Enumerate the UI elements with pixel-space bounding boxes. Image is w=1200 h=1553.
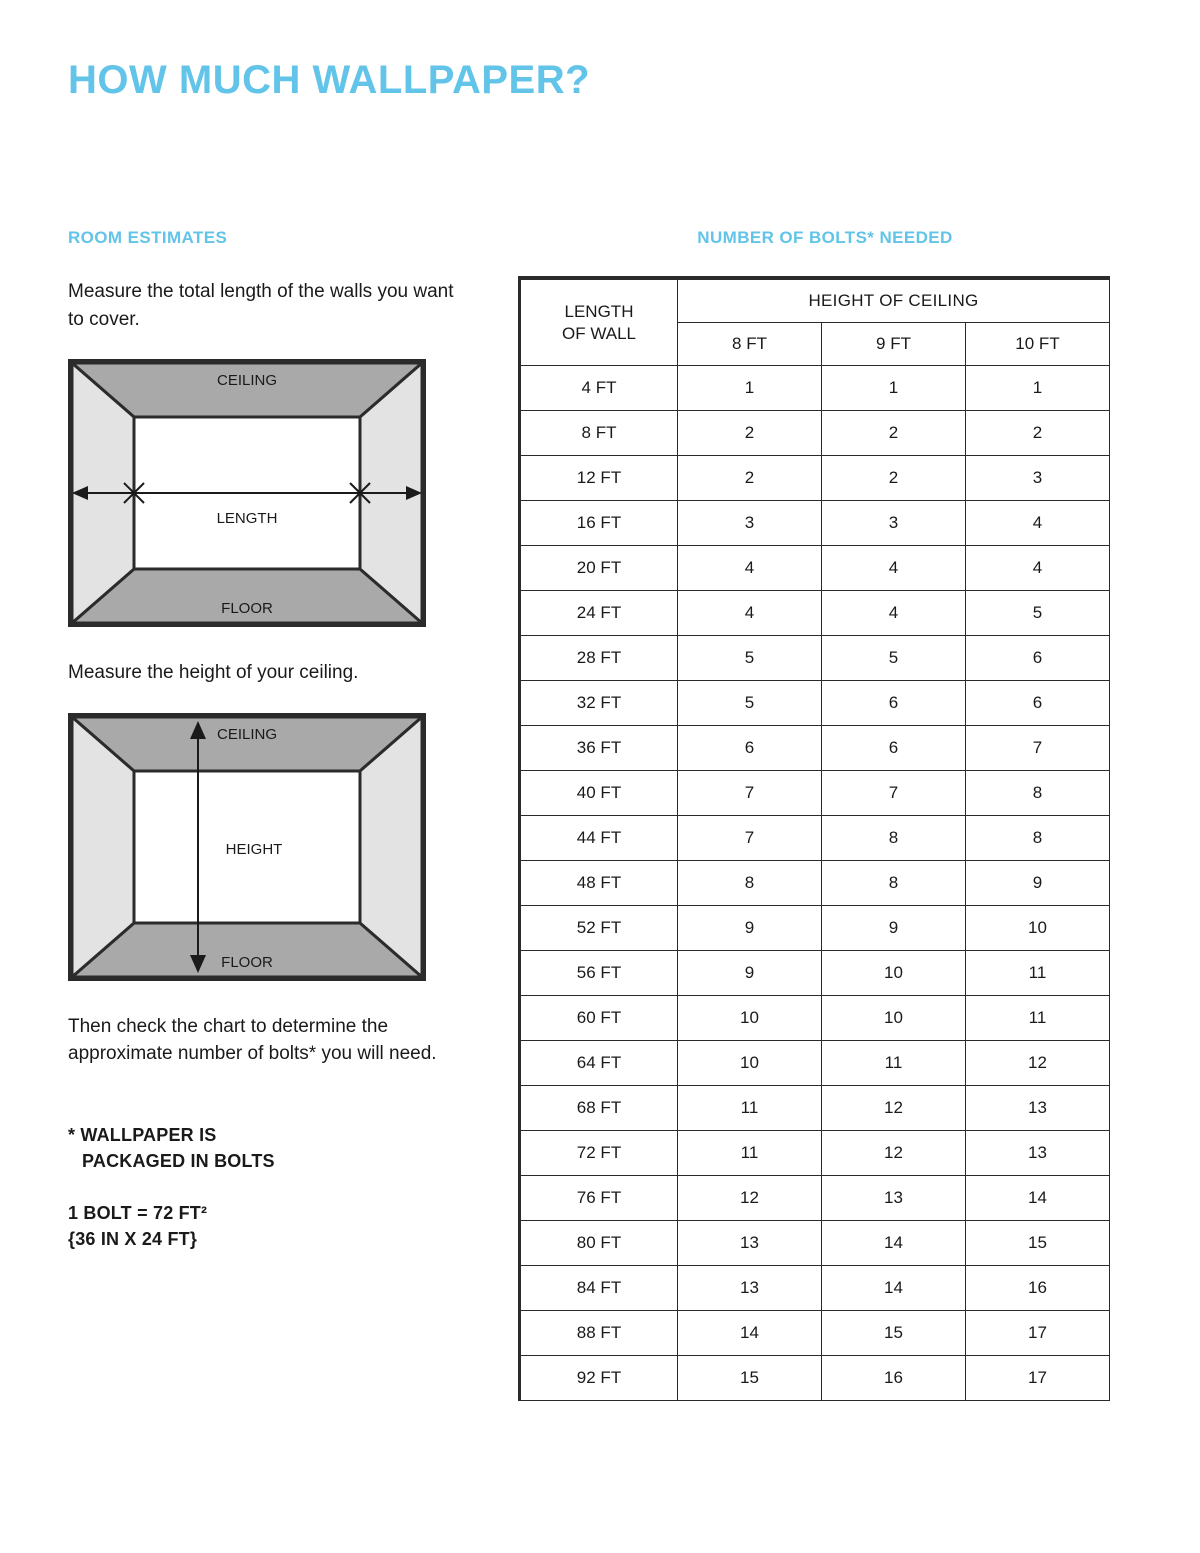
cell-10ft: 8 — [966, 816, 1110, 861]
cell-10ft: 13 — [966, 1086, 1110, 1131]
table-row — [520, 1266, 1110, 1311]
cell-10ft: 15 — [966, 1221, 1110, 1266]
row-label: 8 FT — [520, 411, 678, 456]
cell-9ft: 9 — [822, 906, 966, 951]
cell-8ft: 6 — [678, 726, 822, 771]
table-row — [520, 681, 1110, 726]
row-label: 16 FT — [520, 501, 678, 546]
cell-10ft: 16 — [966, 1266, 1110, 1311]
row-label: 20 FT — [520, 546, 678, 591]
table-row — [520, 996, 1110, 1041]
room-estimates-section — [68, 228, 458, 1252]
cell-10ft: 4 — [966, 546, 1110, 591]
table-row — [520, 906, 1110, 951]
cell-8ft: 12 — [678, 1176, 822, 1221]
footnote-bolts-line2: PACKAGED IN BOLTS — [82, 1150, 275, 1171]
row-label: 24 FT — [520, 591, 678, 636]
room-diagram-height-svg — [68, 713, 426, 981]
row-label: 60 FT — [520, 996, 678, 1041]
cell-8ft: 4 — [678, 591, 822, 636]
cell-10ft: 17 — [966, 1356, 1110, 1401]
row-label: 44 FT — [520, 816, 678, 861]
table-row — [520, 1176, 1110, 1221]
cell-8ft: 7 — [678, 771, 822, 816]
room-diagram-length-svg — [68, 359, 426, 627]
instruction-measure-height: Measure the height of your ceiling. — [68, 662, 359, 684]
diagram-height-ceiling-label: CEILING — [216, 725, 278, 743]
cell-10ft: 12 — [966, 1041, 1110, 1086]
cell-9ft: 3 — [822, 501, 966, 546]
row-label: 36 FT — [520, 726, 678, 771]
cell-8ft: 10 — [678, 1041, 822, 1086]
row-label: 4 FT — [520, 366, 678, 411]
cell-10ft: 9 — [966, 861, 1110, 906]
cell-10ft: 8 — [966, 771, 1110, 816]
row-label: 68 FT — [520, 1086, 678, 1131]
cell-9ft: 4 — [822, 546, 966, 591]
header-length-line1: LENGTH — [564, 302, 634, 322]
table-row — [520, 1311, 1110, 1356]
table-row — [520, 1356, 1110, 1401]
diagram-length-floor-label: FLOOR — [221, 600, 273, 618]
header-col-8ft: 8 FT — [678, 323, 822, 366]
cell-10ft: 7 — [966, 726, 1110, 771]
cell-9ft: 10 — [822, 996, 966, 1041]
header-col-9ft: 9 FT — [822, 323, 966, 366]
table-row — [520, 456, 1110, 501]
cell-9ft: 14 — [822, 1221, 966, 1266]
row-label: 48 FT — [520, 861, 678, 906]
cell-10ft: 6 — [966, 681, 1110, 726]
header-length-of-wall — [520, 278, 678, 366]
table-row — [520, 951, 1110, 996]
page-title: HOW MUCH WALLPAPER? — [68, 58, 591, 102]
cell-9ft: 2 — [822, 456, 966, 501]
bolts-table-section — [518, 228, 1132, 1401]
cell-9ft: 10 — [822, 951, 966, 996]
row-label: 52 FT — [520, 906, 678, 951]
row-label: 76 FT — [520, 1176, 678, 1221]
table-row — [520, 591, 1110, 636]
cell-9ft: 14 — [822, 1266, 966, 1311]
cell-8ft: 4 — [678, 546, 822, 591]
cell-8ft: 14 — [678, 1311, 822, 1356]
bolt-size-line2: {36 IN X 24 FT} — [68, 1229, 198, 1250]
table-row — [520, 1086, 1110, 1131]
table-row — [520, 411, 1110, 456]
cell-9ft: 2 — [822, 411, 966, 456]
table-row — [520, 771, 1110, 816]
row-label: 84 FT — [520, 1266, 678, 1311]
table-row — [520, 726, 1110, 771]
cell-9ft: 11 — [822, 1041, 966, 1086]
table-row — [520, 546, 1110, 591]
cell-9ft: 6 — [822, 726, 966, 771]
cell-10ft: 1 — [966, 366, 1110, 411]
cell-8ft: 1 — [678, 366, 822, 411]
cell-9ft: 4 — [822, 591, 966, 636]
cell-10ft: 6 — [966, 636, 1110, 681]
row-label: 64 FT — [520, 1041, 678, 1086]
table-row — [520, 816, 1110, 861]
cell-8ft: 8 — [678, 861, 822, 906]
header-height-of-ceiling: HEIGHT OF CEILING — [678, 278, 1110, 323]
bolt-size-line1: 1 BOLT = 72 FT² — [68, 1202, 208, 1223]
cell-8ft: 13 — [678, 1221, 822, 1266]
section-heading-room-estimates: ROOM ESTIMATES — [68, 228, 228, 247]
row-label: 12 FT — [520, 456, 678, 501]
instruction-check-chart: Then check the chart to determine the approximate number of bolts* you will need. — [68, 1015, 437, 1065]
row-label: 92 FT — [520, 1356, 678, 1401]
table-row — [520, 501, 1110, 546]
cell-8ft: 5 — [678, 681, 822, 726]
cell-9ft: 16 — [822, 1356, 966, 1401]
cell-8ft: 9 — [678, 951, 822, 996]
cell-9ft: 1 — [822, 366, 966, 411]
table-body — [520, 366, 1110, 1401]
cell-8ft: 11 — [678, 1131, 822, 1176]
cell-9ft: 5 — [822, 636, 966, 681]
cell-10ft: 17 — [966, 1311, 1110, 1356]
cell-10ft: 11 — [966, 996, 1110, 1041]
cell-9ft: 13 — [822, 1176, 966, 1221]
cell-9ft: 6 — [822, 681, 966, 726]
cell-10ft: 3 — [966, 456, 1110, 501]
diagram-length-measure-label: LENGTH — [216, 510, 278, 528]
cell-10ft: 10 — [966, 906, 1110, 951]
header-length-line2: OF WALL — [562, 323, 636, 343]
cell-9ft: 12 — [822, 1131, 966, 1176]
table-row — [520, 366, 1110, 411]
cell-8ft: 11 — [678, 1086, 822, 1131]
cell-9ft: 8 — [822, 861, 966, 906]
row-label: 80 FT — [520, 1221, 678, 1266]
room-diagram-length — [68, 359, 458, 627]
row-label: 88 FT — [520, 1311, 678, 1356]
cell-10ft: 13 — [966, 1131, 1110, 1176]
cell-9ft: 8 — [822, 816, 966, 861]
cell-8ft: 10 — [678, 996, 822, 1041]
diagram-height-measure-label: HEIGHT — [225, 840, 283, 858]
room-diagram-height — [68, 713, 458, 981]
cell-10ft: 11 — [966, 951, 1110, 996]
cell-8ft: 9 — [678, 906, 822, 951]
instruction-measure-length: Measure the total length of the walls you want to cover. — [68, 281, 454, 330]
row-label: 40 FT — [520, 771, 678, 816]
cell-10ft: 14 — [966, 1176, 1110, 1221]
cell-8ft: 5 — [678, 636, 822, 681]
cell-10ft: 2 — [966, 411, 1110, 456]
cell-9ft: 15 — [822, 1311, 966, 1356]
table-row — [520, 1131, 1110, 1176]
row-label: 56 FT — [520, 951, 678, 996]
row-label: 72 FT — [520, 1131, 678, 1176]
cell-9ft: 12 — [822, 1086, 966, 1131]
footnote-bolts-line1: * WALLPAPER IS — [68, 1124, 217, 1145]
row-label: 32 FT — [520, 681, 678, 726]
cell-8ft: 13 — [678, 1266, 822, 1311]
diagram-height-floor-label: FLOOR — [221, 953, 273, 971]
table-header — [520, 278, 1110, 366]
table-row — [520, 1041, 1110, 1086]
table-row — [520, 861, 1110, 906]
table-header-row-group — [520, 278, 1110, 323]
cell-10ft: 5 — [966, 591, 1110, 636]
row-label: 28 FT — [520, 636, 678, 681]
cell-10ft: 4 — [966, 501, 1110, 546]
section-heading-bolts: NUMBER OF BOLTS* NEEDED — [697, 228, 953, 247]
header-col-10ft: 10 FT — [966, 323, 1110, 366]
bolts-needed-table — [518, 276, 1110, 1401]
cell-8ft: 15 — [678, 1356, 822, 1401]
table-row — [520, 1221, 1110, 1266]
cell-8ft: 2 — [678, 456, 822, 501]
cell-8ft: 2 — [678, 411, 822, 456]
table-row — [520, 636, 1110, 681]
cell-8ft: 7 — [678, 816, 822, 861]
cell-9ft: 7 — [822, 771, 966, 816]
diagram-length-ceiling-label: CEILING — [216, 372, 278, 390]
cell-8ft: 3 — [678, 501, 822, 546]
